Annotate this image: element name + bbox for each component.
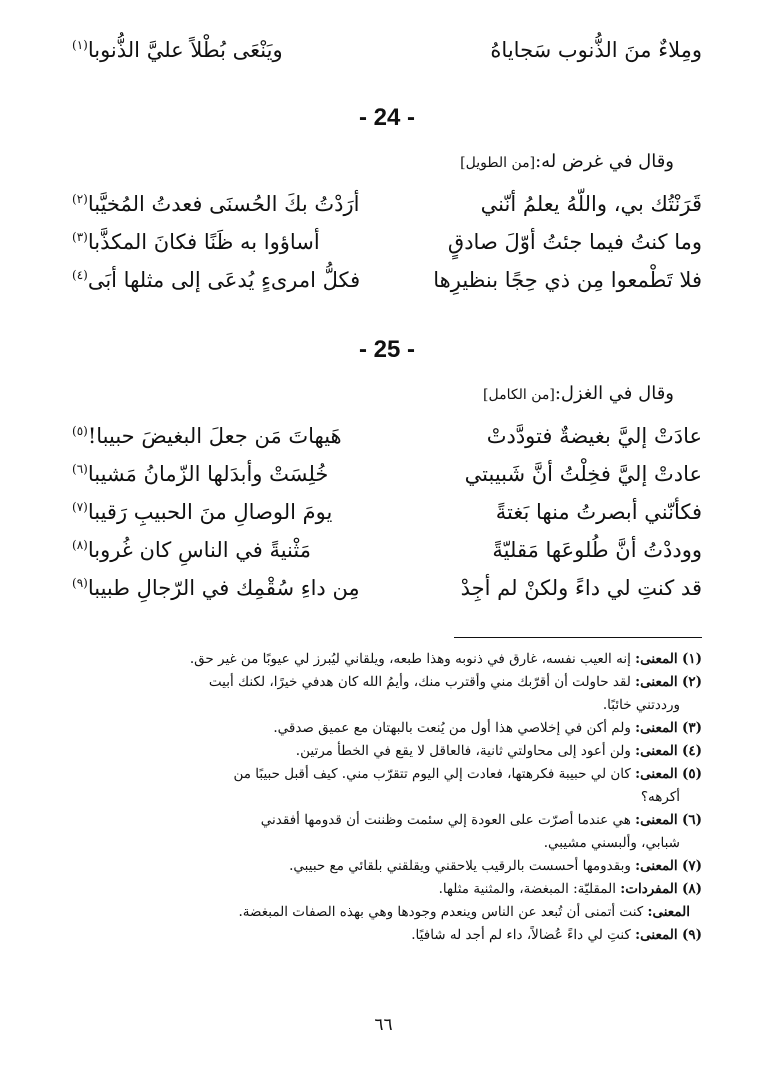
footnote-text: ولم أكن في إخلاصي هذا أول من يُنعت بالبهتان مع عميق صدقي. [273,720,631,736]
footnote-marker: (٦) [72,462,88,476]
first-hemistich: فكأنّني أبصرتُ منها بَغتةً [495,500,702,524]
verse [72,450,702,488]
footnote-number: (٨) [681,881,702,897]
footnote [72,809,702,855]
footnote-marker: (٢) [72,192,88,206]
footnote-label: المعنى: [635,674,678,690]
second-hemistich [72,256,360,299]
footnote-label: المعنى: [635,927,678,943]
meter-label: [من الكامل] [483,387,555,403]
second-hemistich-text: مَثْنيةً في الناسِ كان غُروبا [87,538,311,562]
poem-number: - 25 - [358,336,415,363]
footnote [72,924,702,947]
footnote [72,763,702,809]
footnote-text: لقد حاولت أن أقرّبك مني وأقترب منك، وأيمُ الله كان هدفي خيرًا، لكنك أبيت [208,674,631,690]
page-number: ٦٦ [374,1015,393,1035]
first-hemistich: قد كنتِ لي داءً ولكنْ لم أجِدْ [460,576,702,600]
footnote-marker: (٤) [72,268,88,282]
verse [72,26,702,64]
second-hemistich-text: أرَدْتُ بكَ الحُسنَى فعدتُ المُخيَّبا [87,192,360,216]
footnote-continuation: شبابي، وألبسني مشيبي. [543,835,680,851]
poem-intro [72,144,702,180]
first-hemistich: وما كنتُ فيما جئتُ أوّلَ صادقٍ [447,230,702,254]
footnote [72,671,702,717]
verse [72,218,702,256]
verse [72,564,702,602]
meter-label: [من الطويل] [460,155,536,171]
footnote-line [72,809,702,832]
footnote-line [72,740,702,763]
poem-number: - 24 - [358,104,415,131]
verse [72,488,702,526]
footnote-number: (٧) [681,858,702,874]
footnote [72,648,702,671]
footnote [72,717,702,740]
footnote-label: المعنى: [635,651,678,667]
first-hemistich: ووددْتُ أنَّ طُلوعَها مَقليّةً [492,538,702,562]
second-hemistich [72,218,320,261]
second-hemistich-text: مِن داءِ سُقْمِك في الرّجالِ طبيبا [87,576,360,600]
footnote-divider [454,637,702,638]
footnote-line [72,763,702,786]
footnote-text: وبقدومها أحسست بالرقيب يلاحقني ويقلقني بلقائي مع حبيبي. [289,858,631,874]
footnote-number: (٦) [681,812,702,828]
second-hemistich [72,450,328,493]
footnote-line [72,878,702,901]
first-hemistich: قَرَنْتُك بي، واللّهُ يعلمُ أنّني [480,192,702,216]
footnote-number: (٤) [681,743,702,759]
footnote-marker: (٩) [72,576,88,590]
second-hemistich-text: يومَ الوصالِ منَ الحبيبِ رَقيبا [87,500,333,524]
footnote [72,855,702,878]
footnote-number: (٥) [681,766,702,782]
footnote-number: (٢) [681,674,702,690]
footnote-text: كنت أتمنى أن تُبعد عن الناس وينعدم وجودها وهي بهذه الصفات المبغضة. [238,904,644,920]
intro-text: وقال في الغزل: [554,383,674,404]
footnotes [72,648,702,947]
verse [72,412,702,450]
first-hemistich: فلا تَطْمعوا مِن ذي حِجًا بنظيرِها [433,268,702,292]
footnote [72,740,702,763]
verse [72,526,702,564]
footnote-text: هي عندما أصرّت على العودة إلي سئمت وظننت أن قدومها أفقدني [260,812,631,828]
second-hemistich [72,526,311,569]
first-hemistich: ومِلاءٌ منَ الذُّنوب سَجاياهُ [490,38,702,62]
footnote-text: كان لي حبيبة فكرهتها، فعادت إلي اليوم تتقرّب مني. كيف أقبل حبيبًا من [233,766,631,782]
footnote-text: المقليّة: المبغضة، والمثنية مثلها. [438,881,616,897]
footnote-text: إنه العيب نفسه، غارق في ذنوبه وهذا طبعه، ويلقاني ليُبرز لي عيوبًا من غير حق. [189,651,631,667]
poem-24 [72,100,702,294]
footnote-label: المعنى: [635,812,678,828]
footnote-label: المعنى: [635,766,678,782]
footnote-marker: (٣) [72,230,88,244]
footnote-subentry [72,901,702,924]
verse [72,256,702,294]
footnote-continuation: أكرهه؟ [640,789,680,805]
footnote-number: (٩) [681,927,702,943]
second-hemistich [72,180,360,223]
second-hemistich [72,488,332,531]
second-hemistich [72,412,342,455]
footnote-line [72,924,702,947]
footnote-marker: (٥) [72,424,88,438]
footnote-line [72,855,702,878]
second-hemistich-text: ويَنْعَى بُطْلاً عليَّ الذُّنوبا [87,38,283,62]
top-verse [72,26,702,64]
poem-intro [72,376,702,412]
second-hemistich-text: أساؤوا به ظَنًا فكانَ المكذَّبا [87,230,320,254]
footnote-text: ولن أعود إلى محاولتي ثانية، فالعاقل لا يقع في الخطأ مرتين. [295,743,631,759]
footnote-line [72,717,702,740]
footnote-label: المعنى: [647,904,690,920]
second-hemistich [72,564,360,607]
footnote-marker: (٧) [72,500,88,514]
second-hemistich-text: خُلِسَتْ وأبدَلها الزّمانُ مَشيبا [87,462,329,486]
footnote-label: المعنى: [635,858,678,874]
footnote-text: كنتِ لي داءً عُضالاً، داء لم أجد له شافيًا. [411,927,631,943]
footnote-number: (١) [681,651,702,667]
footnote [72,878,702,924]
verse [72,180,702,218]
first-hemistich: عادَتْ إليَّ بغيضةٌ فتودَّدتْ [486,424,702,448]
footnote-marker: (٨) [72,538,88,552]
second-hemistich-text: هَيهاتَ مَن جعلَ البغيضَ حبيبا! [87,424,342,448]
footnote-marker: (١) [72,38,88,52]
footnote-label: المعنى: [635,720,678,736]
second-hemistich-text: فكلُّ امرىءٍ يُدعَى إلى مثلها أبَى [87,268,361,292]
poem-25 [72,332,702,602]
footnote-label: المعنى: [635,743,678,759]
footnote-line [72,648,702,671]
footnote-line [72,671,702,694]
second-hemistich [72,26,283,69]
footnote-continuation: ورددتني خائبًا. [602,697,680,713]
footnote-label: المفردات: [620,881,678,897]
first-hemistich: عادتْ إليَّ فخِلْتُ أنَّ شَبيبتي [464,462,702,486]
intro-text: وقال في غرض له: [535,151,674,172]
footnote-number: (٣) [681,720,702,736]
